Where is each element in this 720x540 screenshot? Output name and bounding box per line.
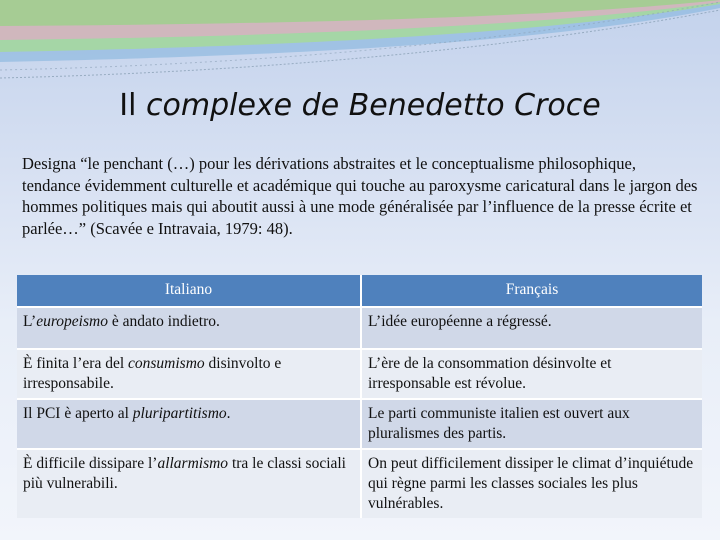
table-row — [17, 348, 702, 398]
cell-italiano — [17, 398, 360, 448]
table-header-row — [17, 275, 702, 306]
table-row — [17, 306, 702, 348]
table-row — [17, 398, 702, 448]
cell-text: Il PCI è aperto al — [23, 405, 133, 422]
cell-text: disinvolto e irresponsabile. — [23, 355, 282, 392]
cell-italic-term: pluripartitismo — [132, 405, 227, 422]
cell-francais: L’idée européenne a régressé. — [360, 306, 702, 348]
cell-italic-term: europeismo — [36, 313, 108, 330]
cell-italic-term: consumismo — [128, 355, 205, 372]
intro-paragraph: Designa “le penchant (…) pour les dérivations abstraites et le conceptualisme philosophique, tendance évidemment culturelle et académique qui touche au paroxysme caricatural dans le jargon des hommes politiques mais qui aboutit aussi à une mode généralisée par l’influence de la presse écrite et parlée…” (Scavée e Intravaia, 1979: 48). — [22, 154, 698, 238]
header-wave-decoration — [0, 0, 720, 95]
cell-francais: On peut difficilement dissiper le climat d’inquiétude qui règne parmi les classes sociales les plus vulnérables. — [360, 448, 702, 518]
cell-text: tra le classi sociali più vulnerabili. — [23, 455, 346, 492]
title-italic: complexe de Benedetto Croce — [146, 88, 601, 123]
title-prefix: Il — [119, 88, 137, 123]
cell-francais: L’ère de la consommation désinvolte et irresponsable est révolue. — [360, 348, 702, 398]
cell-text: L’ — [23, 313, 37, 330]
header-italiano: Italiano — [17, 275, 360, 306]
cell-italiano — [17, 348, 360, 398]
cell-text: È difficile dissipare l’ — [23, 455, 158, 472]
cell-italiano — [17, 448, 360, 518]
translation-table — [17, 275, 702, 518]
cell-text: . — [226, 405, 231, 422]
slide-title — [0, 88, 720, 123]
table-row — [17, 448, 702, 518]
cell-text: È finita l’era del — [23, 355, 129, 372]
cell-italiano — [17, 306, 360, 348]
cell-francais: Le parti communiste italien est ouvert aux pluralismes des partis. — [360, 398, 702, 448]
cell-italic-term: allarmismo — [157, 455, 229, 472]
cell-text: è andato indietro. — [107, 313, 220, 330]
header-francais: Français — [360, 275, 702, 306]
